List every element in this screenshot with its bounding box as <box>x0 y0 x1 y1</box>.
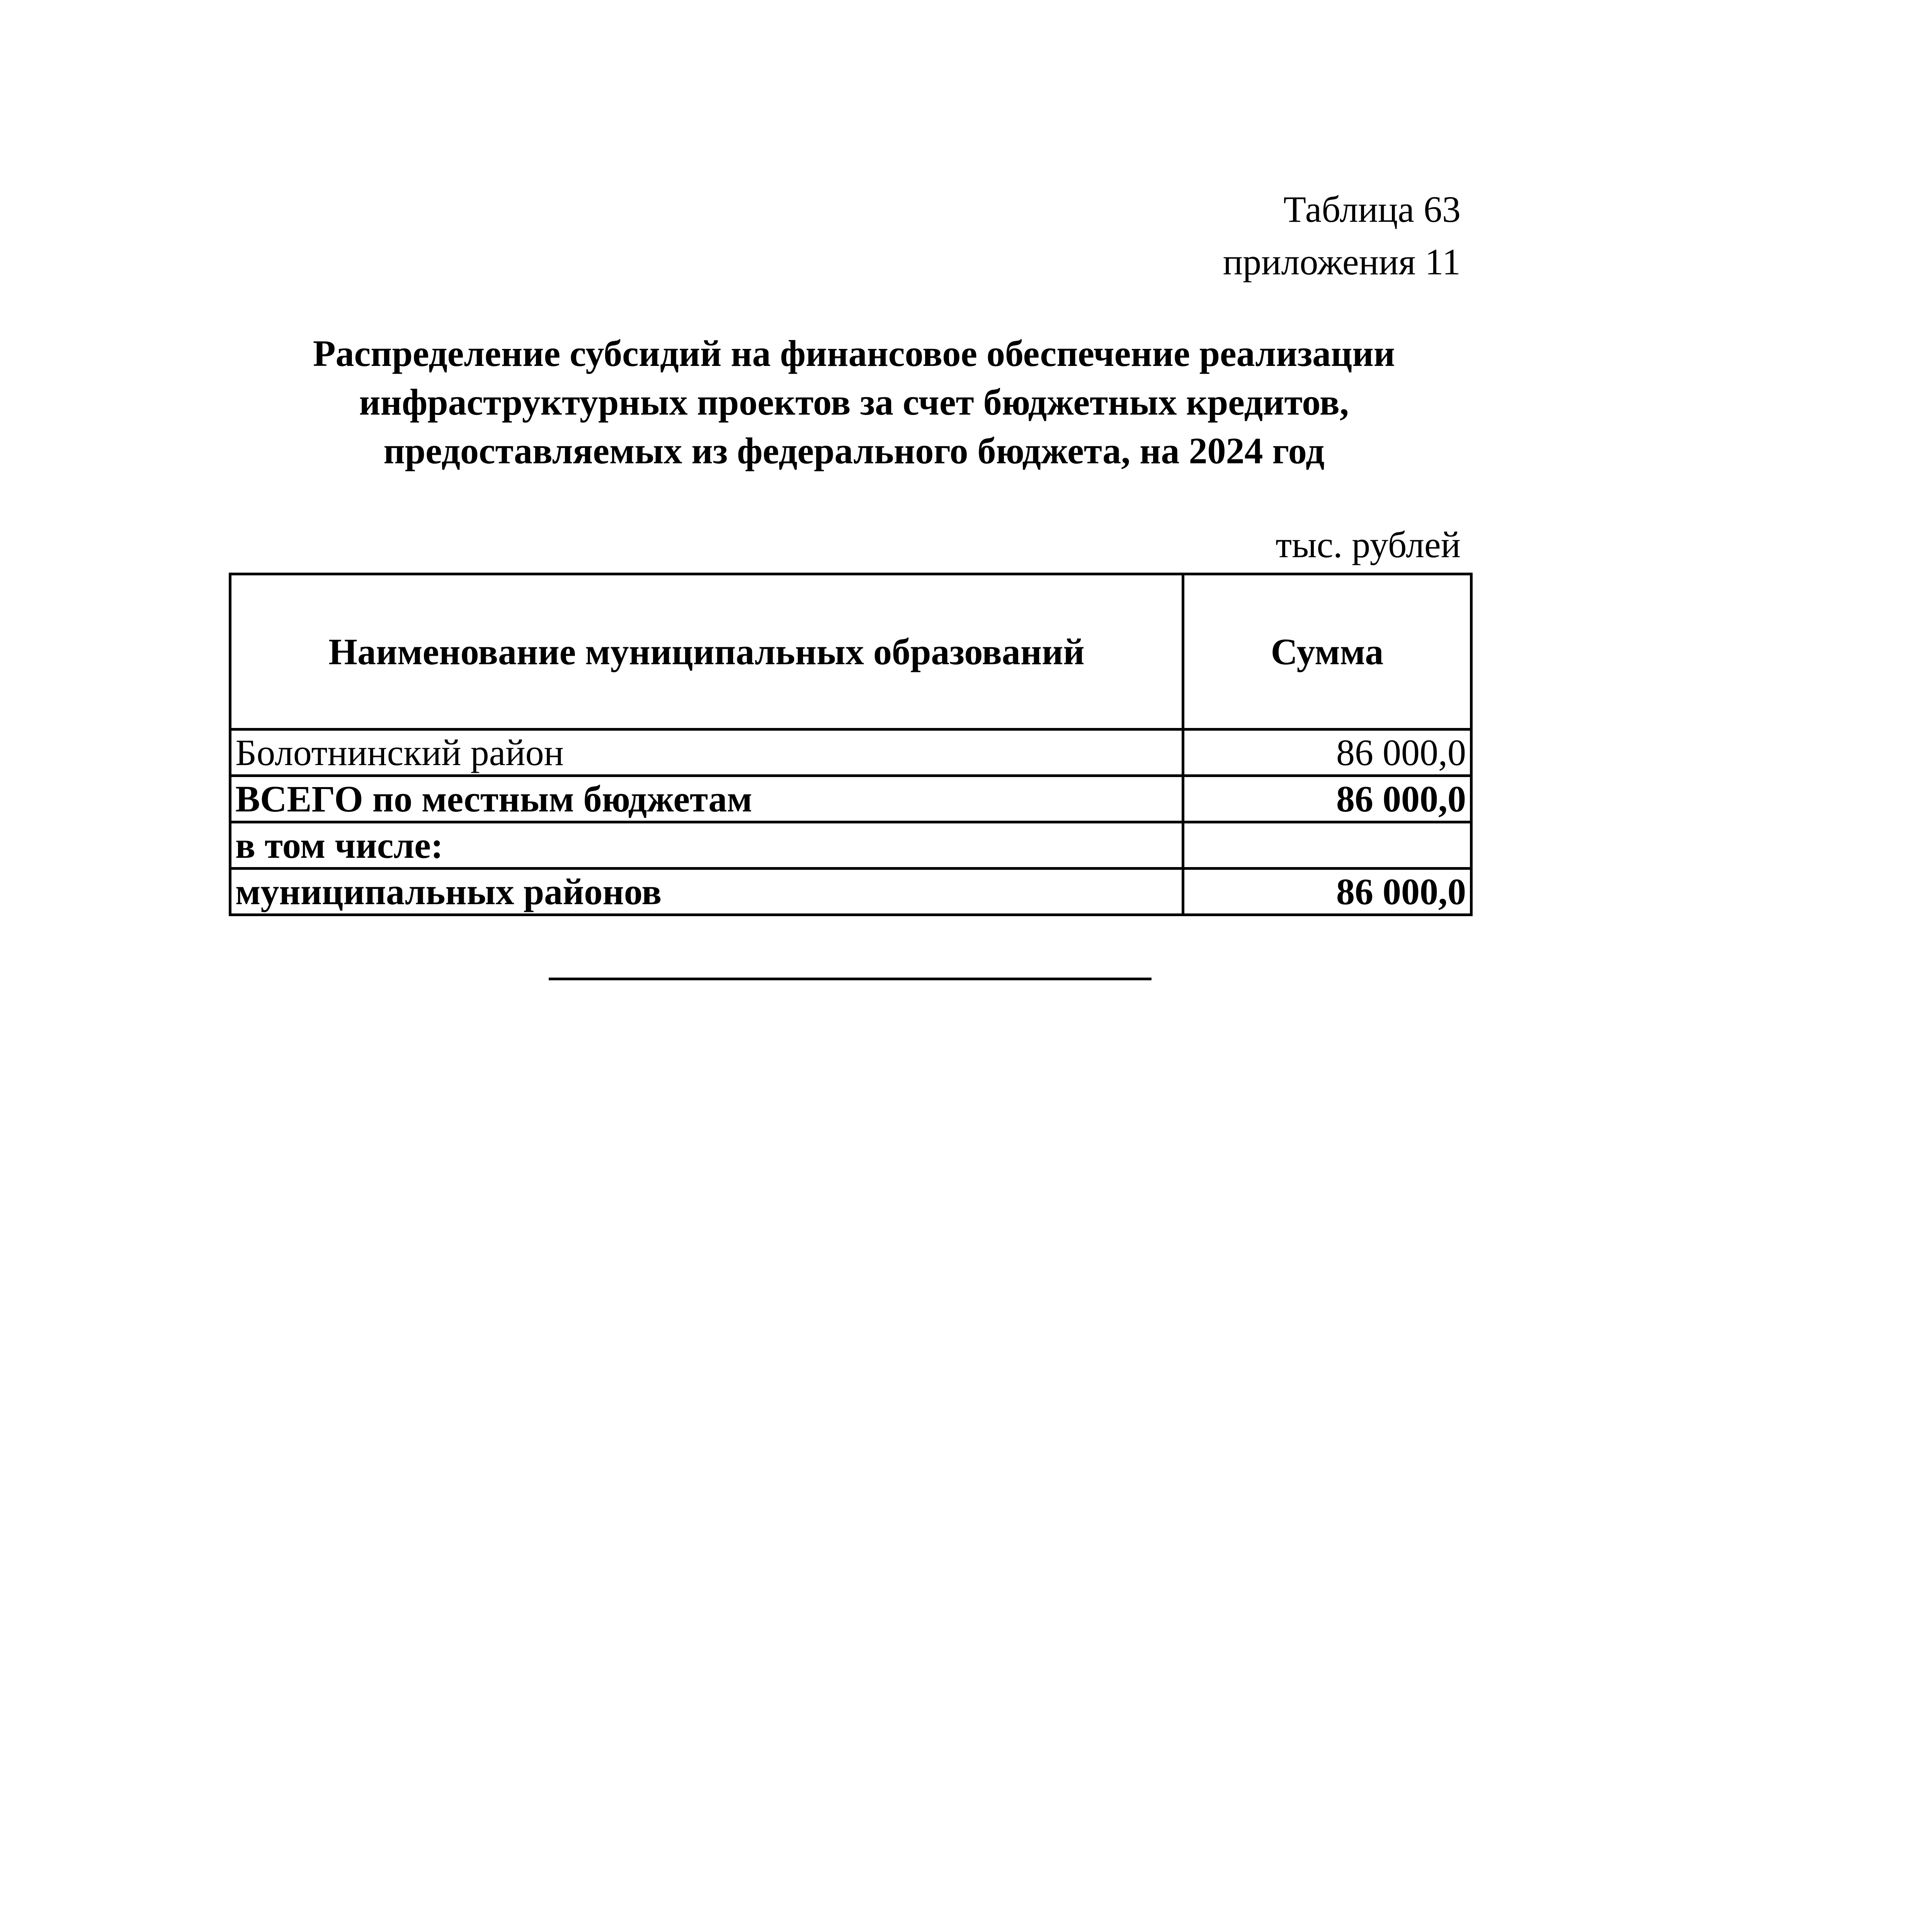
subsidy-table <box>229 573 1473 916</box>
row-name: Болотнинский район <box>230 730 1183 776</box>
table-number: Таблица 63 <box>1283 189 1461 230</box>
row-name: ВСЕГО по местным бюджетам <box>230 776 1183 822</box>
row-name: муниципальных районов <box>230 869 1183 915</box>
table-row-districts <box>230 869 1471 915</box>
units-label: тыс. рублей <box>1276 524 1461 565</box>
table-row <box>230 730 1471 776</box>
row-name: в том числе: <box>230 822 1183 869</box>
row-sum <box>1183 822 1471 869</box>
table-header-row <box>230 574 1471 730</box>
document-title <box>216 329 1492 475</box>
row-sum: 86 000,0 <box>1183 730 1471 776</box>
appendix-number: приложения 11 <box>1223 241 1461 282</box>
table-row-total <box>230 776 1471 822</box>
row-sum: 86 000,0 <box>1183 776 1471 822</box>
title-line: инфраструктурных проектов за счет бюджетных кредитов, <box>359 381 1349 423</box>
end-of-table-rule <box>549 978 1152 980</box>
row-sum: 86 000,0 <box>1183 869 1471 915</box>
title-line: Распределение субсидий на финансовое обеспечение реализации <box>313 333 1395 374</box>
column-header-sum: Сумма <box>1183 574 1471 730</box>
title-line: предоставляемых из федерального бюджета, на 2024 год <box>383 430 1325 471</box>
column-header-name: Наименование муниципальных образований <box>230 574 1183 730</box>
table-row-including <box>230 822 1471 869</box>
